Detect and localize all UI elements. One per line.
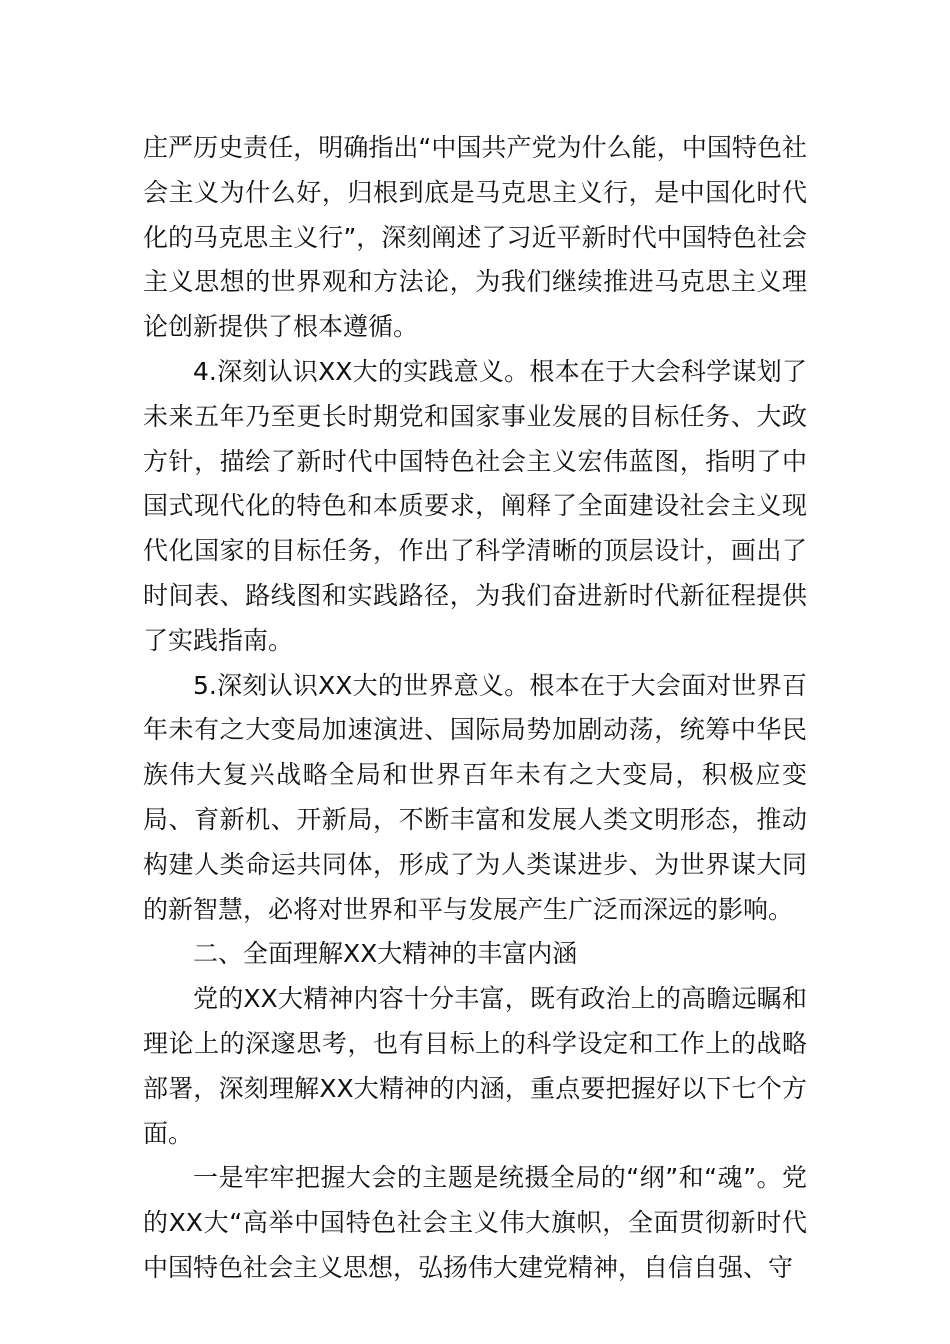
paragraph-world-significance: 5.深刻认识XX大的世界意义。根本在于大会面对世界百年未有之大变局加速演进、国际局势加剧动荡，统筹中华民族伟大复兴战略全局和世界百年未有之大变局，积极应变局、育新机、开新局，不断丰富和发展人类文明形态，推动构建人类命运共同体，形成了为人类谋进步、为世界谋大同的新智慧，必将对世界和平与发展产生广泛而深远的影响。 [143, 670, 807, 924]
paragraph-rich-connotation: 党的XX大精神内容十分丰富，既有政治上的高瞻远瞩和理论上的深邃思考，也有目标上的科学设定和工作上的战略部署，深刻理解XX大精神的内涵，重点要把握好以下七个方面。 [143, 984, 807, 1148]
paragraph-theme: 一是牢牢把握大会的主题是统摄全局的“纲”和“魂”。党的XX大“高举中国特色社会主义伟大旗帜，全面贯彻新时代中国特色社会主义思想，弘扬伟大建党精神，自信自强、守 [143, 1163, 807, 1282]
body-text [143, 126, 807, 1291]
paragraph-practical-significance: 4.深刻认识XX大的实践意义。根本在于大会科学谋划了未来五年乃至更长时期党和国家事业发展的目标任务、大政方针，描绘了新时代中国特色社会主义宏伟蓝图，指明了中国式现代化的特色和本质要求，阐释了全面建设社会主义现代化国家的目标任务，作出了科学清晰的顶层设计，画出了时间表、路线图和实践路径，为我们奋进新时代新征程提供了实践指南。 [143, 356, 807, 655]
paragraph-continuation: 庄严历史责任，明确指出“中国共产党为什么能，中国特色社会主义为什么好，归根到底是马克思主义行，是中国化时代化的马克思主义行”，深刻阐述了习近平新时代中国特色社会主义思想的世界观和方法论，为我们继续推进马克思主义理论创新提供了根本遵循。 [143, 133, 807, 342]
section-heading: 二、全面理解XX大精神的丰富内涵 [193, 939, 578, 969]
